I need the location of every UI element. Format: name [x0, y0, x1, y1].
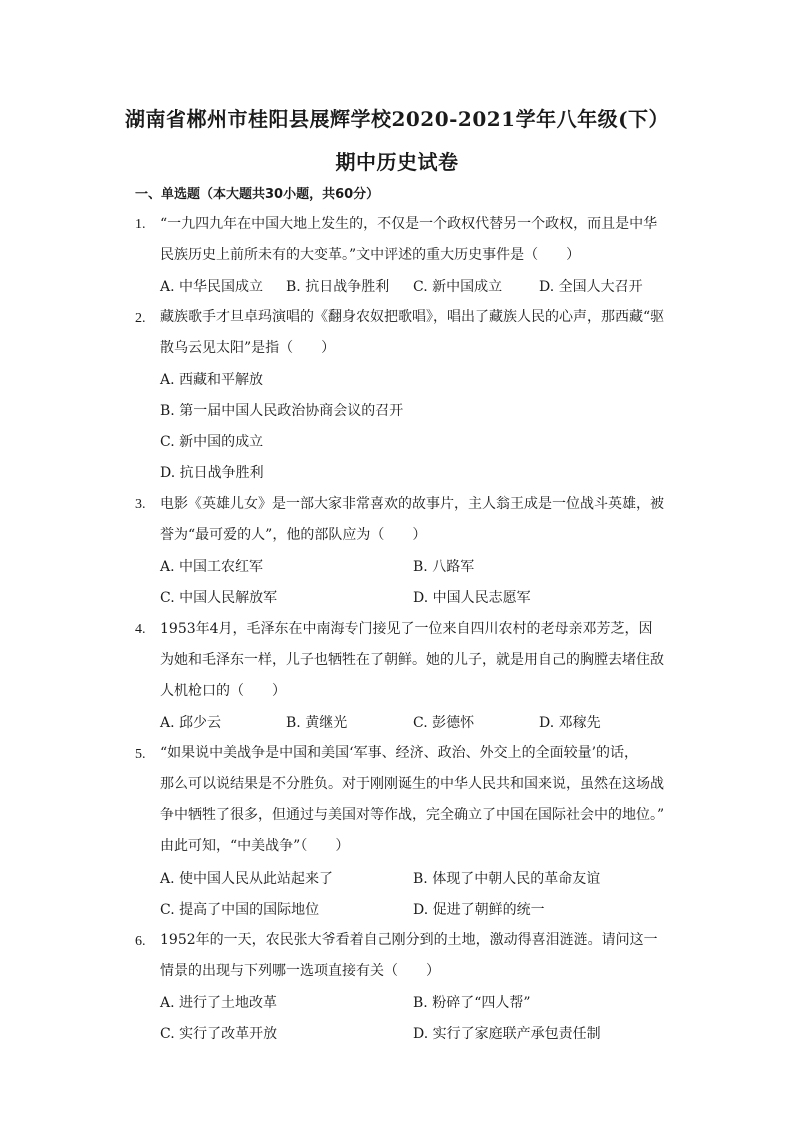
question-number: 5. — [135, 747, 146, 762]
option-d: D. 促进了朝鲜的统一 — [413, 902, 545, 918]
question-number: 3. — [135, 497, 146, 512]
option-a: A. 中国工农红军 — [160, 559, 264, 575]
option-a: A. 西藏和平解放 — [160, 372, 264, 388]
question-number: 2. — [135, 311, 146, 326]
question-number: 1. — [135, 217, 146, 232]
option-a: A. 使中国人民从此站起来了 — [160, 871, 334, 887]
option-a: A. 中华民国成立 — [160, 279, 264, 295]
option-d: D. 实行了家庭联产承包责任制 — [413, 1026, 601, 1042]
option-d: D. 中国人民志愿军 — [413, 590, 531, 606]
option-c: C. 提高了中国的国际地位 — [160, 902, 320, 918]
question-text-line: 1953年4月，毛泽东在中南海专门接见了一位来自四川农村的老母亲邓芳芝，因 — [160, 621, 653, 637]
question-text-line: “如果说中美战争是中国和美国‘军事、经济、政治、外交上的全面较量’的话， — [160, 745, 639, 761]
question-text-line: 情景的出现与下列哪一选项直接有关（ ） — [160, 963, 440, 979]
question-number: 6. — [135, 934, 146, 949]
section-heading: 一、单选题（本大题共30小题，共60分） — [135, 187, 380, 202]
question-text-line: 散乌云见太阳”是指（ ） — [160, 340, 336, 356]
option-b: B. 粉碎了“四人帮” — [413, 995, 531, 1011]
option-b: B. 第一届中国人民政治协商会议的召开 — [160, 403, 404, 419]
question-text-line: 争中牺牲了很多，但通过与美国对等作战，完全确立了中国在国际社会中的地位。” — [160, 807, 665, 823]
option-b: B. 抗日战争胜利 — [286, 279, 390, 295]
option-a: A. 进行了土地改革 — [160, 995, 278, 1011]
option-c: C. 新中国成立 — [413, 279, 503, 295]
question-number: 4. — [135, 622, 146, 637]
option-c: C. 彭德怀 — [413, 715, 475, 731]
exam-title-line-1: 湖南省郴州市桂阳县展辉学校2020-2021学年八年级(下） — [124, 107, 670, 131]
question-text-line: 人机枪口的（ ） — [160, 683, 286, 699]
question-text-line: 1952年的一天，农民张大爷看着自己刚分到的土地，激动得喜泪涟涟。请问这一 — [160, 932, 658, 948]
question-text-line: 民族历史上前所未有的大变革。”文中评述的重大历史事件是（ ） — [160, 247, 581, 263]
question-text-line: “一九四九年在中国大地上发生的，不仅是一个政权代替另一个政权，而且是中华 — [160, 216, 658, 232]
question-text-line: 那么可以说结果是不分胜负。对于刚刚诞生的中华人民共和国来说，虽然在这场战 — [160, 776, 664, 792]
question-text-line: 电影《英雄儿女》是一部大家非常喜欢的故事片，主人翁王成是一位战斗英雄，被 — [160, 496, 664, 512]
question-text-line: 誉为“最可爱的人”，他的部队应为（ ） — [160, 527, 427, 543]
option-c: C. 新中国的成立 — [160, 434, 264, 450]
option-d: D. 全国人大召开 — [539, 279, 643, 295]
option-d: D. 抗日战争胜利 — [160, 465, 264, 481]
option-b: B. 黄继光 — [286, 715, 348, 731]
question-text-line: 藏族歌手才旦卓玛演唱的《翻身农奴把歌唱》，唱出了藏族人民的心声，那西藏“驱 — [160, 309, 665, 325]
option-b: B. 八路军 — [413, 559, 475, 575]
option-c: C. 实行了改革开放 — [160, 1026, 278, 1042]
question-text-line: 由此可知，“中美战争”（ ） — [160, 838, 350, 854]
option-d: D. 邓稼先 — [539, 715, 601, 731]
option-b: B. 体现了中朝人民的革命友谊 — [413, 871, 601, 887]
option-a: A. 邱少云 — [160, 715, 222, 731]
option-c: C. 中国人民解放军 — [160, 590, 278, 606]
exam-title-line-2: 期中历史试卷 — [335, 150, 459, 174]
question-text-line: 为她和毛泽东一样，儿子也牺牲在了朝鲜。她的儿子，就是用自己的胸膛去堵住敌 — [160, 652, 664, 668]
